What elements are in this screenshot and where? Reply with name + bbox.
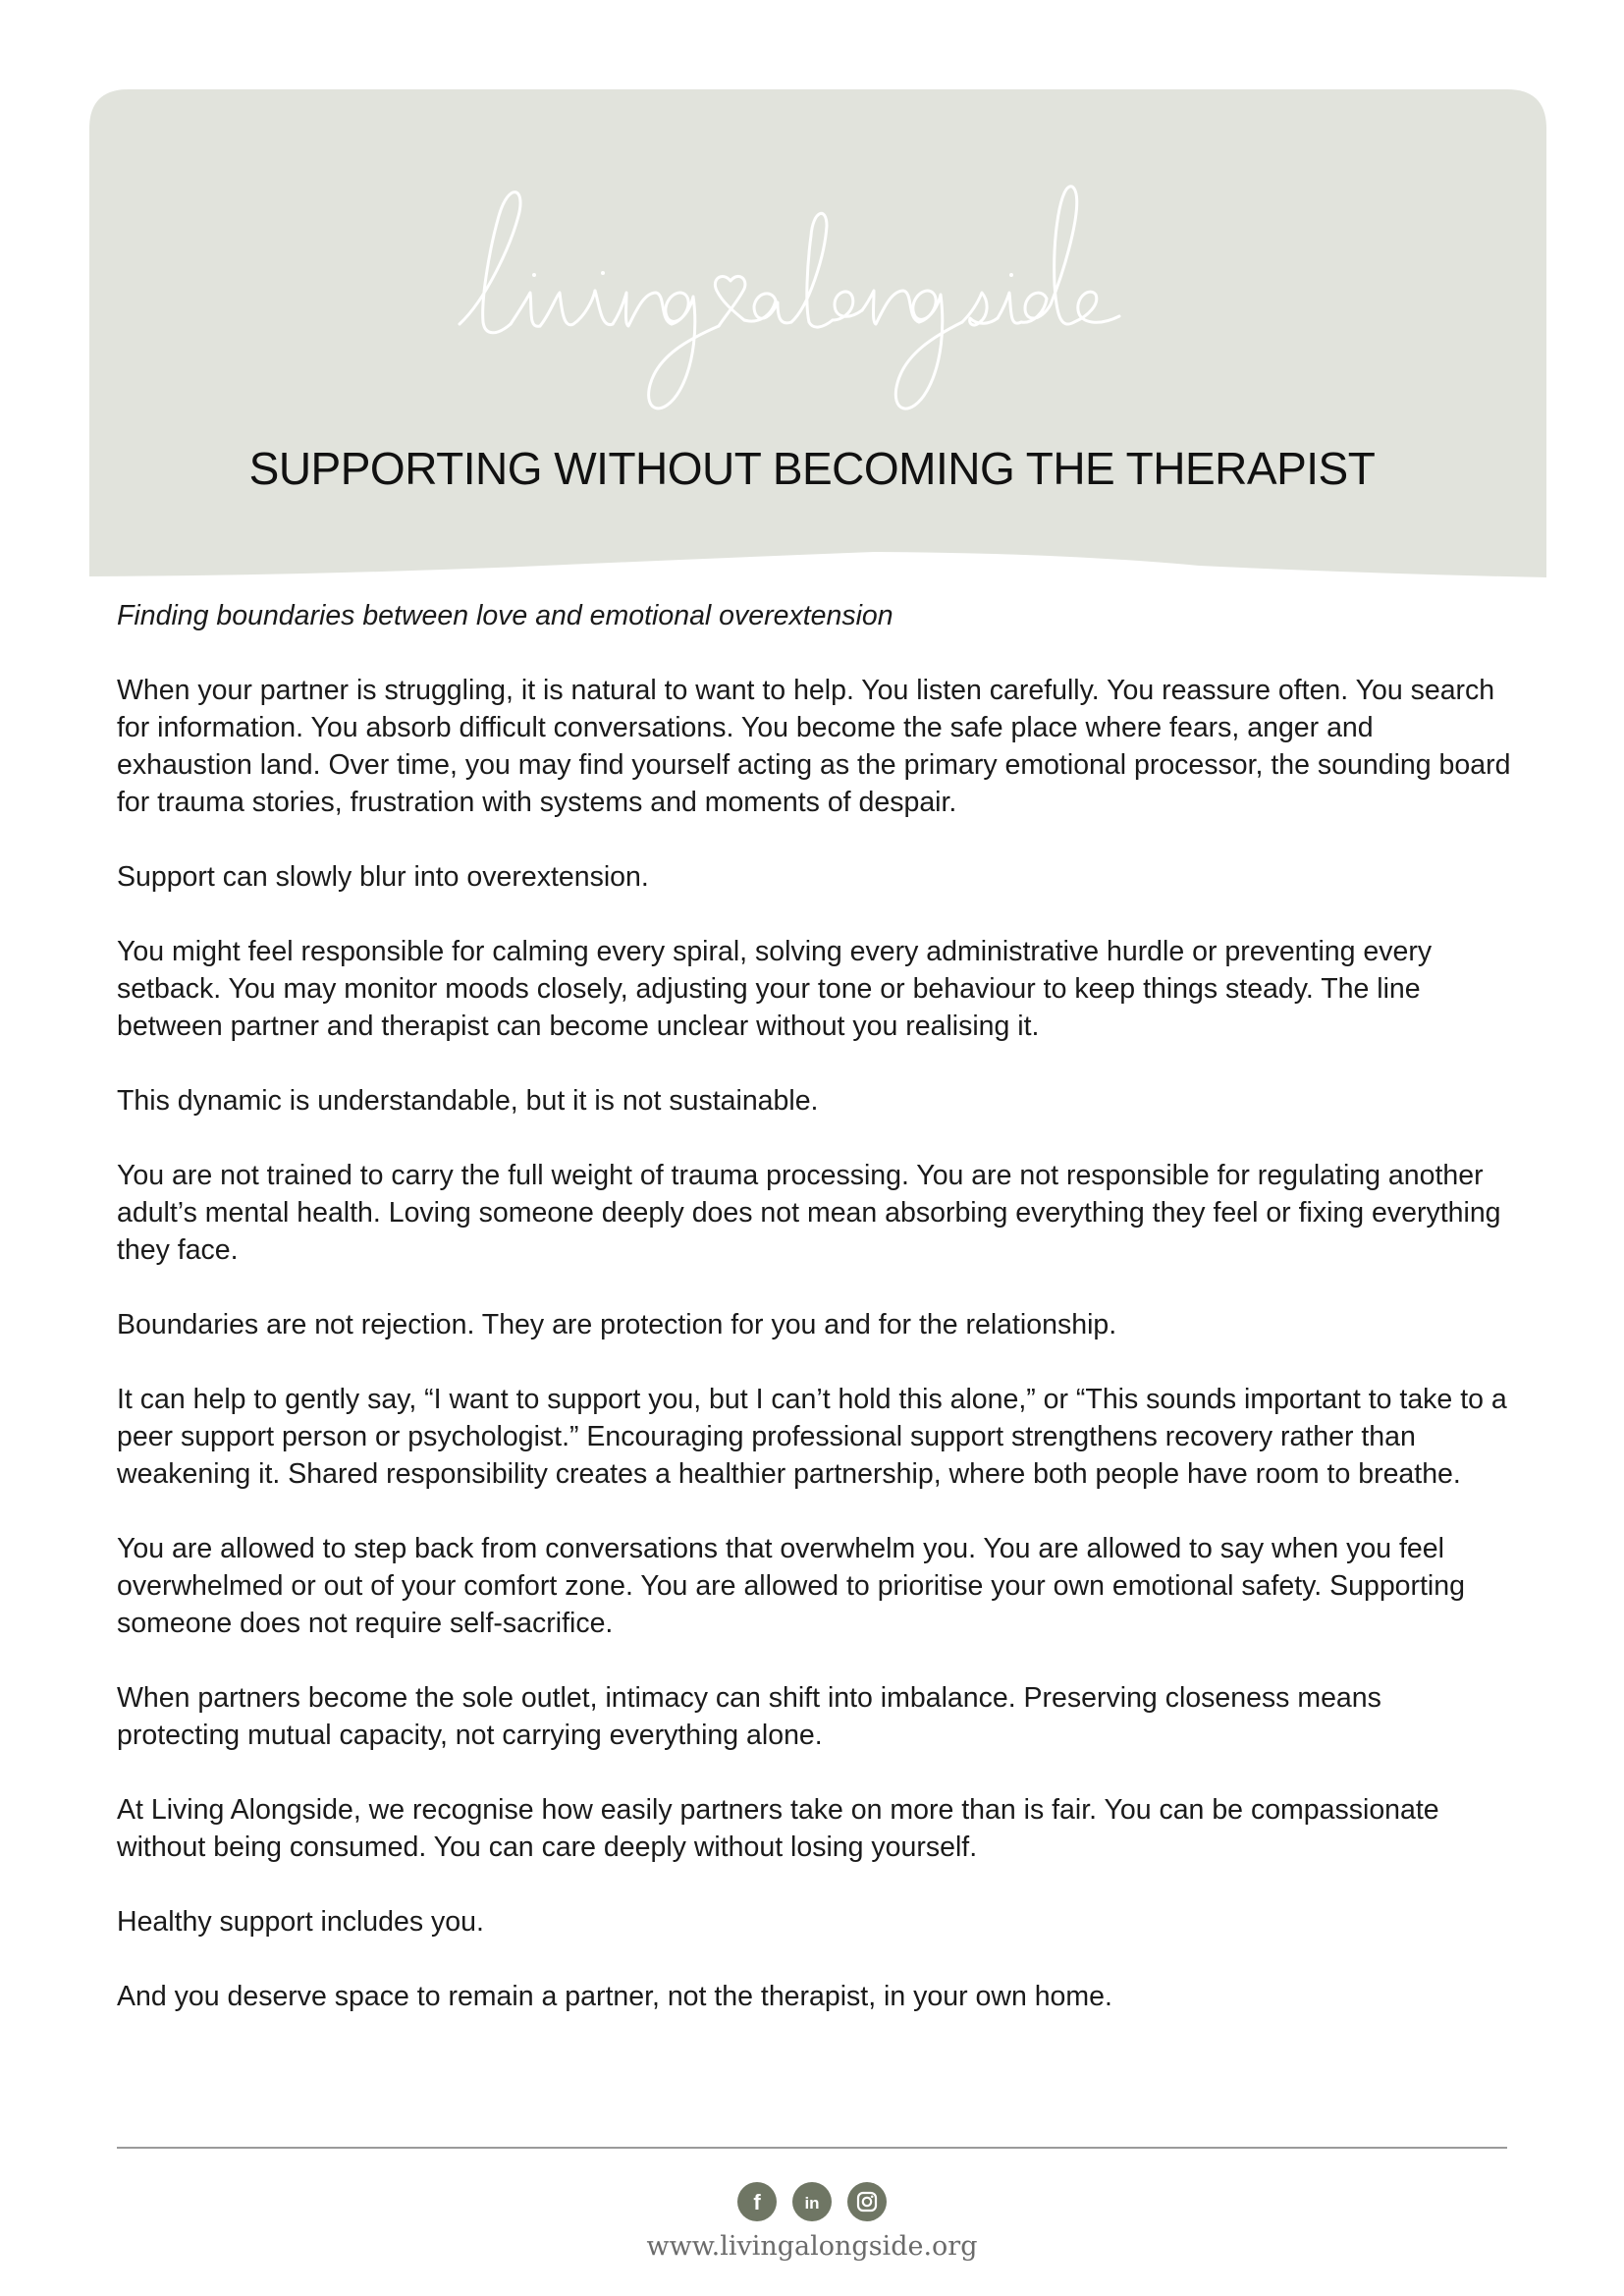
website-link[interactable]: www.livingalongside.org [646,2231,978,2262]
linkedin-icon [792,2182,832,2221]
social-links [0,2182,1624,2221]
instagram-icon [847,2182,887,2221]
paragraph: Healthy support includes you. [117,1906,484,1938]
living-alongside-logo [432,128,1159,422]
paragraph: And you deserve space to remain a partner, not the therapist, in your own home. [117,1981,1112,2012]
footer-divider [117,2147,1507,2149]
paragraph: Support can slowly blur into overextension. [117,861,649,893]
article-subtitle: Finding boundaries between love and emotional overextension [117,600,893,631]
svg-text:in: in [804,2194,820,2213]
paragraph: When your partner is struggling, it is natural to want to help. You listen carefully. You reassure often. You search for information. You absorb difficult conversations. You become the safe place where fears, anger and exhaustion land. Over time, you may find yourself acting as the primary emotional processor, the sounding board for trauma stories, frustration with systems and moments of despair. [117,675,1511,818]
paragraph: You are allowed to step back from conversations that overwhelm you. You are allowed to say when you feel overwhelmed or out of your comfort zone. You are allowed to prioritise your own emotional safety. Supporting someone does not require self-sacrifice. [117,1533,1465,1639]
paragraph: When partners become the sole outlet, intimacy can shift into imbalance. Preserving closeness means protecting mutual capacity, not carrying everything alone. [117,1682,1381,1751]
page-title: SUPPORTING WITHOUT BECOMING THE THERAPIST [248,443,1376,494]
facebook-icon [737,2182,777,2221]
svg-text:f: f [753,2190,761,2214]
paragraph: At Living Alongside, we recognise how easily partners take on more than is fair. You can be compassionate without being consumed. You can care deeply without losing yourself. [117,1794,1439,1863]
paragraph: You might feel responsible for calming every spiral, solving every administrative hurdle or preventing every setback. You may monitor moods closely, adjusting your tone or behaviour to keep things steady. The line between partner and therapist can become unclear without you realising it. [117,936,1433,1042]
facebook-link[interactable] [737,2182,777,2221]
instagram-link[interactable] [847,2182,887,2221]
paragraph: Boundaries are not rejection. They are protection for you and for the relationship. [117,1309,1117,1340]
paragraph: You are not trained to carry the full weight of trauma processing. You are not responsible for regulating another adult’s mental health. Loving someone deeply does not mean absorbing everything they feel or fixing everything they face. [117,1160,1501,1266]
article-body [117,597,1511,2052]
paragraph: This dynamic is understandable, but it is not sustainable. [117,1085,819,1117]
linkedin-link[interactable] [792,2182,832,2221]
paragraph: It can help to gently say, “I want to support you, but I can’t hold this alone,” or “This sounds important to take to a peer support person or psychologist.” Encouraging professional support strengthens recovery rather than weakening it. Shared responsibility creates a healthier partnership, where both people have room to breathe. [117,1384,1507,1490]
